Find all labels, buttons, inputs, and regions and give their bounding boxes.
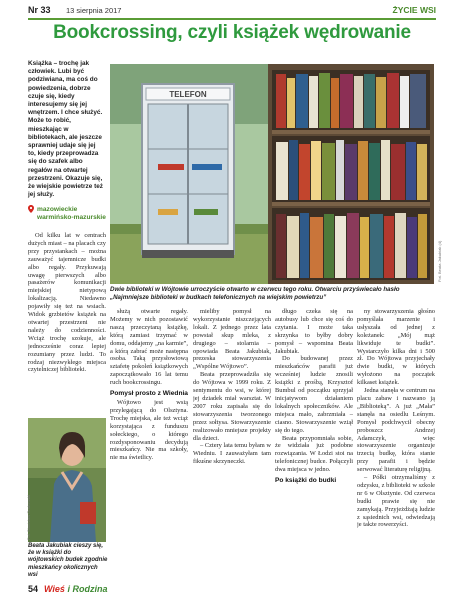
section-title: ŻYCIE WSI — [392, 5, 436, 15]
paragraph: Od kilku lat w centrach dużych miast – na placach czy przy przystankach – można zauważyć tajemnicze budki albo regały. Przykuwają uwagę pierwszych albo pasażerów komunikacji miejskiej nietypową lokalizacją. Niedawno pojawiły się też na wsiach. Widok grzbietów książek na otwartej przestrzeni nie należy do codzienności. Wciąż trochę szokuje, ale jednocześnie coraz lepiej rozumiany przez ludzi. To rodzaj niezwykłego miejsca czytelniczej biblioteki. — [28, 232, 106, 374]
region-2: warmińsko-mazurskie — [37, 213, 106, 221]
photo-caption-main: Dwie biblioteki w Wójtowie urroczyście otwarto w czerwcu tego roku. Otwarciu przyświecało hasło „Najmniejsze biblioteki w budkach telefonicznych na wiejskim powietrzu” — [110, 286, 400, 301]
photo-phone-booth — [110, 64, 268, 284]
paragraph: mieliby pomysł na wykorzystanie niszczejących lokali. Z jednego przez lata powstał skup mleka, z drugiego – stolarnia – opowiada Beata Jakubiak, prezeska stowarzyszenia „Wspólne Wójtowo”. — [193, 308, 271, 371]
paragraph: Wójtowo jest wsią przylegającą do Olsztyna. Trochę miejska, ale też wciąż korzystająca z funduszu sołeckiego, o którego rozdysponowaniu decydują mieszkańcy. Nie ma szkoły, nie ma świetlicy. — [110, 398, 188, 462]
map-pin-icon — [28, 205, 34, 213]
paragraph: – Półki otrzymaliśmy z odzysku, z biblioteki w szkole nr 6 w Olsztynie. Od czerwca budki prawie się nie zamykają. Przyjeżdżają ludzie z sąsiednich wsi, odwiedzają je także rowerzyści. — [357, 474, 435, 529]
paragraph: Jedna stanęła w centrum na placu zabaw i nazwano ją „Biblioteką”. A już „Mała” stanęła na osiedlu Leśnym. Pomysł podchwycił obecny proboszcz Andrzej Adamczyk, więc stowarzyszenie organizuje trzecią budkę, która stanie przy parafii i będzie serwować literaturę religijną. — [357, 387, 435, 474]
paragraph: służą otwarte regały. Możemy w nich pozostawić naszą przeczytaną książkę, którą zamiast trzymać w domu, oddajemy „na karmie”, a którą zabrać może następna osoba. Taką przysłowiową sztafetę pokoleń książkowych zapoczątkowało 16 lat temu ruch bookcrossingu. — [110, 308, 188, 387]
booth-sign: TELEFON — [169, 90, 207, 99]
magazine-name — [44, 584, 107, 594]
issue-date: 13 sierpnia 2017 — [66, 6, 122, 15]
text-column-3 — [193, 308, 271, 584]
header-rule — [28, 18, 436, 20]
paragraph: ny stowarzyszenia głośno pomyślała marzenie i usłyszała od jednej z koleżanek: „Mój mąż likwiduje te budki”. Wystarczyło kilka dni i 500 zł. Do Wójtowa przyjechały dwie budki, w których wyłożono na początek kilkaset książek. — [357, 308, 435, 387]
text-column-5 — [357, 308, 435, 584]
photo-credit: Fot. Beata Jakubiak (4) — [437, 240, 442, 282]
region-byline — [28, 205, 106, 222]
photo-credit-2: Fot. Stanisław Grabowski — [26, 494, 31, 540]
headline: Bookcrossing, czyli książek wędrowanie — [53, 22, 411, 43]
photo-caption-person: Beata Jakubiak cieszy się, że w książki do wójtowskich budek zgodnie mieszkańcy okolicznych wsi — [28, 543, 108, 578]
issue-number: Nr 33 — [28, 5, 51, 15]
region-1: mazowieckie — [37, 205, 78, 213]
paragraph: – Cztery lata temu byłam w Wiedniu. I zauważyłam tam fikuśne skrzyneczki. — [193, 442, 271, 466]
text-column-4 — [275, 308, 353, 584]
paragraph: długo czeka się na autobusy lub chce się coś do czytania. I może taka skrzynka to byłby dobry pomysł – wspomina Beata Jakubiak. — [275, 308, 353, 355]
lead-paragraph — [28, 60, 104, 199]
page-footer — [28, 584, 436, 596]
text-column-1 — [28, 232, 106, 418]
subheading: Po książki do budki — [275, 477, 337, 485]
magazine-name-b: i Rodzina — [67, 584, 108, 594]
paragraph: Beata przypomniała sobie, że widziała już podobne rozwiązania. W Łodzi stoi na telefonicznej budce. Połączyli dwa miejsca w jedno. — [275, 434, 353, 474]
photo-person — [28, 418, 106, 542]
subheading: Pomysł prosto z Wiednia — [110, 390, 188, 398]
paragraph: Beata przeprowadziła się do Wójtowa w 1999 roku. Z sentymentu do wsi, w której jej dziadek miał warsztat. W 2007 roku zapisała się do stowarzyszenia tworzonego przez sołtysa. Stowarzyszenie realizowało mniejsze projekty dla dzieci. — [193, 371, 271, 442]
magazine-name-a: Wieś — [44, 584, 65, 594]
photo-bookshelf — [268, 64, 434, 284]
paragraph: Do budowanej przez mieszkańców parafii już wcześniej ludzie znosili książki z prośbą, Krzysztof Bumbul od początku sprzyjał inicjatywom działaniem lokalnych społeczników. Ale miejsca mało, zabrzmiała – ciasno. Stowarzyszenie wziął się do tego. — [275, 355, 353, 434]
text-column-2 — [110, 308, 188, 584]
page-number: 54 — [28, 584, 39, 594]
lead-text: Książka – trochę jak człowiek. Lubi być podziwiana, ma coś do powiedzenia, dobrze czuje się, kiedy interesujemy się jej wnętrzem. I chce służyć. Może to robić, mieszkając w bibliotekach, ale jeszcze sprawniej udaje się jej to, kiedy przeprowadza się do szafek albo regałów na otwartej przestrzeni. Okazuje się, że wiejskie powietrze też jej służy. — [28, 60, 103, 199]
